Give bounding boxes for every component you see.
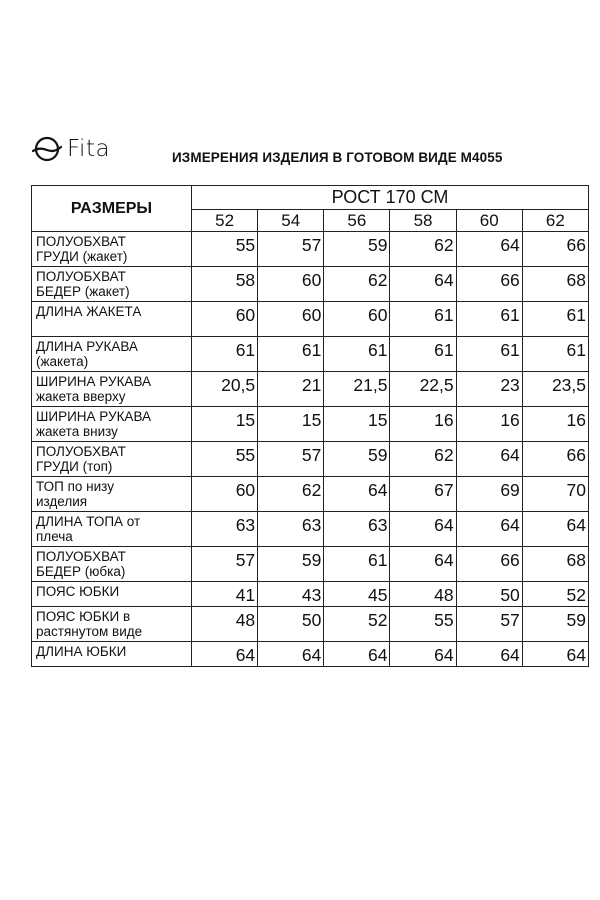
measurement-label-line: ПОЛУОБХВАТ bbox=[36, 549, 126, 564]
measurement-value: 61 bbox=[390, 302, 456, 337]
table-row bbox=[32, 607, 589, 642]
measurement-value: 62 bbox=[258, 477, 324, 512]
measurement-value: 50 bbox=[456, 582, 522, 607]
measurement-label bbox=[32, 547, 192, 582]
measurement-value: 64 bbox=[456, 512, 522, 547]
table-header-row bbox=[32, 186, 589, 210]
document-title: ИЗМЕРЕНИЯ ИЗДЕЛИЯ В ГОТОВОМ ВИДЕ М4055 bbox=[172, 150, 503, 165]
measurement-value: 15 bbox=[192, 407, 258, 442]
measurement-value: 48 bbox=[192, 607, 258, 642]
measurement-value: 52 bbox=[324, 607, 390, 642]
table-row bbox=[32, 302, 589, 337]
measurement-value: 64 bbox=[324, 642, 390, 667]
measurement-label-line: ГРУДИ (топ) bbox=[36, 459, 113, 474]
table-row bbox=[32, 232, 589, 267]
table-row bbox=[32, 267, 589, 302]
measurement-label-line: ПОЛУОБХВАТ bbox=[36, 444, 126, 459]
measurement-label bbox=[32, 607, 192, 642]
measurement-value: 62 bbox=[324, 267, 390, 302]
measurement-label-line: (жакета) bbox=[36, 354, 89, 369]
measurement-value: 60 bbox=[192, 477, 258, 512]
table-row bbox=[32, 642, 589, 667]
measurement-value: 59 bbox=[258, 547, 324, 582]
measurement-value: 20,5 bbox=[192, 372, 258, 407]
measurement-value: 64 bbox=[522, 642, 588, 667]
measurement-label bbox=[32, 407, 192, 442]
measurement-value: 62 bbox=[390, 442, 456, 477]
table-row bbox=[32, 547, 589, 582]
measurement-label-line: ПОЯС ЮБКИ bbox=[36, 584, 120, 599]
measurement-value: 59 bbox=[522, 607, 588, 642]
measurement-value: 61 bbox=[324, 547, 390, 582]
table-row bbox=[32, 582, 589, 607]
measurement-value: 23 bbox=[456, 372, 522, 407]
measurement-value: 61 bbox=[192, 337, 258, 372]
measurement-label bbox=[32, 512, 192, 547]
measurement-value: 68 bbox=[522, 267, 588, 302]
sizes-header: РАЗМЕРЫ bbox=[32, 186, 192, 232]
measurement-label-line: ШИРИНА РУКАВА bbox=[36, 374, 152, 389]
measurement-value: 61 bbox=[456, 302, 522, 337]
measurement-label-line: ДЛИНА ТОПА от bbox=[36, 514, 141, 529]
measurement-label bbox=[32, 442, 192, 477]
measurement-value: 64 bbox=[324, 477, 390, 512]
measurement-value: 45 bbox=[324, 582, 390, 607]
measurement-value: 57 bbox=[192, 547, 258, 582]
measurement-value: 21,5 bbox=[324, 372, 390, 407]
measurement-value: 68 bbox=[522, 547, 588, 582]
page-header bbox=[32, 134, 572, 170]
size-header-cell: 62 bbox=[522, 210, 588, 232]
measurement-value: 57 bbox=[258, 232, 324, 267]
measurement-value: 41 bbox=[192, 582, 258, 607]
measurement-value: 57 bbox=[456, 607, 522, 642]
measurement-value: 64 bbox=[456, 232, 522, 267]
fita-theta-logo-icon bbox=[32, 134, 62, 164]
measurement-value: 67 bbox=[390, 477, 456, 512]
measurement-value: 55 bbox=[390, 607, 456, 642]
measurement-label-line: изделия bbox=[36, 494, 88, 509]
measurement-value: 61 bbox=[390, 337, 456, 372]
measurement-value: 64 bbox=[258, 642, 324, 667]
measurement-value: 63 bbox=[192, 512, 258, 547]
measurement-value: 62 bbox=[390, 232, 456, 267]
measurement-label-line: БЕДЕР (юбка) bbox=[36, 564, 126, 579]
measurement-value: 70 bbox=[522, 477, 588, 512]
measurement-value: 60 bbox=[258, 267, 324, 302]
measurement-label bbox=[32, 477, 192, 512]
size-header-cell: 52 bbox=[192, 210, 258, 232]
measurement-value: 55 bbox=[192, 232, 258, 267]
measurement-value: 64 bbox=[192, 642, 258, 667]
measurement-value: 66 bbox=[456, 547, 522, 582]
measurement-label bbox=[32, 372, 192, 407]
measurement-label-line: ДЛИНА ЮБКИ bbox=[36, 644, 127, 659]
measurement-value: 61 bbox=[258, 337, 324, 372]
table-row bbox=[32, 372, 589, 407]
measurement-value: 23,5 bbox=[522, 372, 588, 407]
size-header-cell: 56 bbox=[324, 210, 390, 232]
measurement-value: 52 bbox=[522, 582, 588, 607]
measurement-value: 63 bbox=[258, 512, 324, 547]
table-row bbox=[32, 337, 589, 372]
table-row bbox=[32, 407, 589, 442]
table-row bbox=[32, 442, 589, 477]
measurement-value: 15 bbox=[324, 407, 390, 442]
measurement-value: 60 bbox=[258, 302, 324, 337]
measurement-value: 16 bbox=[390, 407, 456, 442]
measurement-label bbox=[32, 642, 192, 667]
measurement-value: 61 bbox=[522, 337, 588, 372]
measurement-value: 66 bbox=[522, 442, 588, 477]
measurement-value: 60 bbox=[192, 302, 258, 337]
measurement-value: 64 bbox=[456, 642, 522, 667]
measurement-value: 61 bbox=[324, 337, 390, 372]
measurement-label-line: ДЛИНА ЖАКЕТА bbox=[36, 304, 142, 319]
brand-logo bbox=[32, 134, 110, 164]
measurement-value: 16 bbox=[522, 407, 588, 442]
size-header-cell: 60 bbox=[456, 210, 522, 232]
measurement-label-line: ПОЯС ЮБКИ в bbox=[36, 609, 131, 624]
measurement-value: 64 bbox=[390, 642, 456, 667]
measurement-value: 66 bbox=[456, 267, 522, 302]
size-header-cell: 58 bbox=[390, 210, 456, 232]
measurement-value: 64 bbox=[390, 547, 456, 582]
measurement-label-line: жакета внизу bbox=[36, 424, 118, 439]
size-chart-table bbox=[31, 185, 589, 667]
measurement-label-line: ДЛИНА РУКАВА bbox=[36, 339, 138, 354]
measurement-value: 61 bbox=[522, 302, 588, 337]
measurement-label-line: БЕДЕР (жакет) bbox=[36, 284, 130, 299]
measurement-value: 57 bbox=[258, 442, 324, 477]
measurement-value: 64 bbox=[456, 442, 522, 477]
brand-name: Fita bbox=[67, 136, 111, 162]
measurement-value: 55 bbox=[192, 442, 258, 477]
measurement-label-line: плеча bbox=[36, 529, 73, 544]
table-row bbox=[32, 477, 589, 512]
measurement-label bbox=[32, 302, 192, 337]
measurement-value: 59 bbox=[324, 232, 390, 267]
measurement-label-line: ШИРИНА РУКАВА bbox=[36, 409, 152, 424]
measurement-value: 15 bbox=[258, 407, 324, 442]
measurement-label-line: ПОЛУОБХВАТ bbox=[36, 269, 126, 284]
measurement-value: 21 bbox=[258, 372, 324, 407]
measurement-value: 64 bbox=[522, 512, 588, 547]
measurement-value: 16 bbox=[456, 407, 522, 442]
measurement-value: 22,5 bbox=[390, 372, 456, 407]
measurement-value: 61 bbox=[456, 337, 522, 372]
measurement-value: 63 bbox=[324, 512, 390, 547]
measurement-label-line: ГРУДИ (жакет) bbox=[36, 249, 128, 264]
measurement-value: 66 bbox=[522, 232, 588, 267]
measurement-label bbox=[32, 232, 192, 267]
measurement-value: 69 bbox=[456, 477, 522, 512]
measurement-value: 50 bbox=[258, 607, 324, 642]
measurement-value: 64 bbox=[390, 267, 456, 302]
measurement-label-line: жакета вверху bbox=[36, 389, 126, 404]
measurement-value: 59 bbox=[324, 442, 390, 477]
table-row bbox=[32, 512, 589, 547]
measurement-label bbox=[32, 337, 192, 372]
measurement-label-line: ПОЛУОБХВАТ bbox=[36, 234, 126, 249]
measurement-label-line: ТОП по низу bbox=[36, 479, 114, 494]
measurement-value: 64 bbox=[390, 512, 456, 547]
measurement-value: 60 bbox=[324, 302, 390, 337]
measurement-label bbox=[32, 267, 192, 302]
measurement-value: 48 bbox=[390, 582, 456, 607]
measurement-label bbox=[32, 582, 192, 607]
measurement-value: 43 bbox=[258, 582, 324, 607]
size-header-cell: 54 bbox=[258, 210, 324, 232]
height-header: РОСТ 170 СМ bbox=[192, 186, 589, 210]
measurement-value: 58 bbox=[192, 267, 258, 302]
measurement-label-line: растянутом виде bbox=[36, 624, 143, 639]
